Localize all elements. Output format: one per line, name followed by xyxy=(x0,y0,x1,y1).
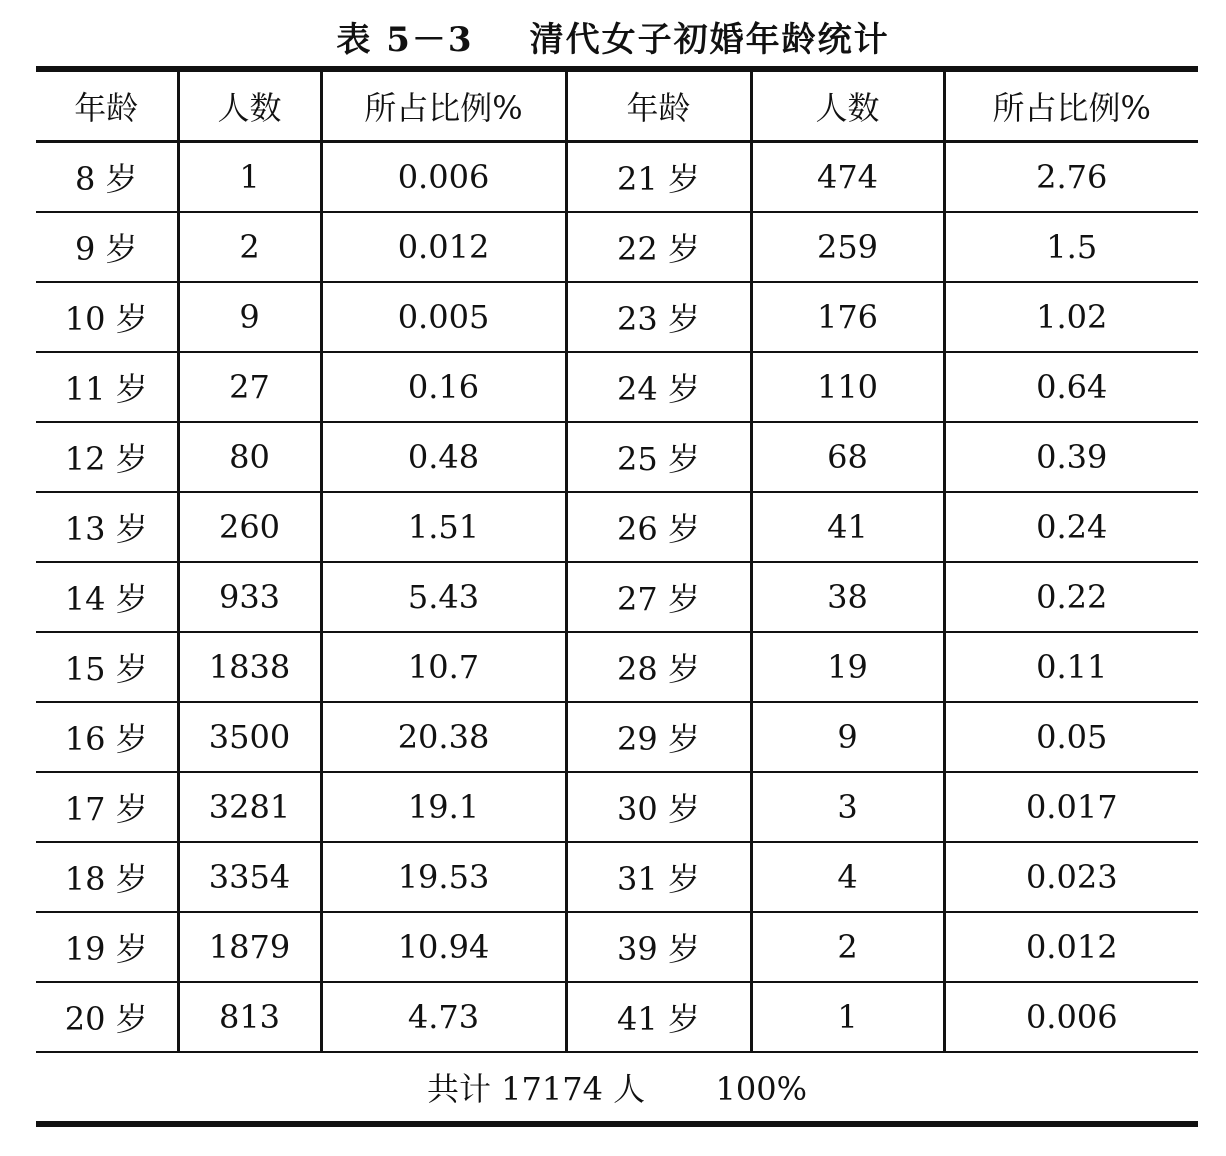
table-row xyxy=(36,702,1198,772)
cell-percent: 0.006 xyxy=(321,142,566,213)
cell-age: 8 岁 xyxy=(36,142,178,213)
cell-age: 18 岁 xyxy=(36,842,178,912)
cell-count: 9 xyxy=(751,702,944,772)
cell-count: 474 xyxy=(751,142,944,213)
header-age: 年龄 xyxy=(36,69,178,142)
cell-age: 23 岁 xyxy=(566,282,751,352)
table-row xyxy=(36,982,1198,1052)
cell-percent: 0.005 xyxy=(321,282,566,352)
cell-percent: 1.02 xyxy=(944,282,1198,352)
cell-age: 15 岁 xyxy=(36,632,178,702)
cell-count: 41 xyxy=(751,492,944,562)
cell-count: 176 xyxy=(751,282,944,352)
cell-age: 13 岁 xyxy=(36,492,178,562)
total-row xyxy=(36,1052,1198,1124)
cell-percent: 0.39 xyxy=(944,422,1198,492)
cell-percent: 0.05 xyxy=(944,702,1198,772)
total-cell xyxy=(36,1052,1198,1124)
cell-count: 933 xyxy=(178,562,321,632)
table-row xyxy=(36,422,1198,492)
cell-age: 29 岁 xyxy=(566,702,751,772)
cell-age: 11 岁 xyxy=(36,352,178,422)
cell-count: 2 xyxy=(178,212,321,282)
table-title xyxy=(0,12,1226,61)
cell-percent: 0.16 xyxy=(321,352,566,422)
table-row xyxy=(36,772,1198,842)
cell-percent: 1.5 xyxy=(944,212,1198,282)
cell-percent: 0.006 xyxy=(944,982,1198,1052)
cell-count: 2 xyxy=(751,912,944,982)
cell-count: 1 xyxy=(178,142,321,213)
cell-age: 12 岁 xyxy=(36,422,178,492)
marriage-age-table xyxy=(36,66,1198,1127)
table-caption: 清代女子初婚年龄统计 xyxy=(529,20,890,60)
cell-count: 9 xyxy=(178,282,321,352)
cell-count: 27 xyxy=(178,352,321,422)
header-percent: 所占比例% xyxy=(321,69,566,142)
table-row xyxy=(36,562,1198,632)
cell-age: 41 岁 xyxy=(566,982,751,1052)
cell-percent: 2.76 xyxy=(944,142,1198,213)
cell-percent: 0.22 xyxy=(944,562,1198,632)
header-count: 人数 xyxy=(178,69,321,142)
table-row xyxy=(36,492,1198,562)
cell-age: 31 岁 xyxy=(566,842,751,912)
cell-age: 17 岁 xyxy=(36,772,178,842)
cell-age: 28 岁 xyxy=(566,632,751,702)
cell-count: 4 xyxy=(751,842,944,912)
cell-count: 110 xyxy=(751,352,944,422)
cell-age: 21 岁 xyxy=(566,142,751,213)
table-number: 表 5－3 xyxy=(336,20,474,60)
cell-count: 3281 xyxy=(178,772,321,842)
table-row xyxy=(36,142,1198,213)
header-row xyxy=(36,69,1198,142)
table-row xyxy=(36,212,1198,282)
cell-percent: 10.7 xyxy=(321,632,566,702)
table-row xyxy=(36,912,1198,982)
cell-count: 259 xyxy=(751,212,944,282)
cell-age: 30 岁 xyxy=(566,772,751,842)
cell-percent: 1.51 xyxy=(321,492,566,562)
cell-age: 26 岁 xyxy=(566,492,751,562)
cell-percent: 0.24 xyxy=(944,492,1198,562)
cell-percent: 19.53 xyxy=(321,842,566,912)
cell-percent: 4.73 xyxy=(321,982,566,1052)
cell-age: 22 岁 xyxy=(566,212,751,282)
cell-age: 10 岁 xyxy=(36,282,178,352)
cell-age: 16 岁 xyxy=(36,702,178,772)
header-percent: 所占比例% xyxy=(944,69,1198,142)
cell-percent: 19.1 xyxy=(321,772,566,842)
cell-age: 24 岁 xyxy=(566,352,751,422)
cell-age: 27 岁 xyxy=(566,562,751,632)
total-count: 共计 17174 人 xyxy=(427,1070,646,1108)
cell-percent: 0.023 xyxy=(944,842,1198,912)
table-row xyxy=(36,842,1198,912)
cell-count: 80 xyxy=(178,422,321,492)
cell-percent: 0.64 xyxy=(944,352,1198,422)
table-row xyxy=(36,352,1198,422)
cell-percent: 5.43 xyxy=(321,562,566,632)
table-row xyxy=(36,282,1198,352)
header-age: 年龄 xyxy=(566,69,751,142)
cell-count: 813 xyxy=(178,982,321,1052)
cell-age: 25 岁 xyxy=(566,422,751,492)
cell-count: 1838 xyxy=(178,632,321,702)
cell-percent: 0.48 xyxy=(321,422,566,492)
cell-count: 1 xyxy=(751,982,944,1052)
cell-count: 1879 xyxy=(178,912,321,982)
cell-count: 260 xyxy=(178,492,321,562)
cell-percent: 10.94 xyxy=(321,912,566,982)
cell-age: 14 岁 xyxy=(36,562,178,632)
cell-age: 9 岁 xyxy=(36,212,178,282)
cell-age: 39 岁 xyxy=(566,912,751,982)
cell-percent: 0.017 xyxy=(944,772,1198,842)
cell-age: 20 岁 xyxy=(36,982,178,1052)
cell-percent: 0.012 xyxy=(944,912,1198,982)
total-percent: 100% xyxy=(715,1070,807,1108)
cell-count: 3 xyxy=(751,772,944,842)
cell-count: 3500 xyxy=(178,702,321,772)
header-count: 人数 xyxy=(751,69,944,142)
cell-count: 38 xyxy=(751,562,944,632)
cell-percent: 0.11 xyxy=(944,632,1198,702)
cell-percent: 0.012 xyxy=(321,212,566,282)
cell-count: 19 xyxy=(751,632,944,702)
cell-count: 3354 xyxy=(178,842,321,912)
table-row xyxy=(36,632,1198,702)
cell-percent: 20.38 xyxy=(321,702,566,772)
cell-age: 19 岁 xyxy=(36,912,178,982)
cell-count: 68 xyxy=(751,422,944,492)
